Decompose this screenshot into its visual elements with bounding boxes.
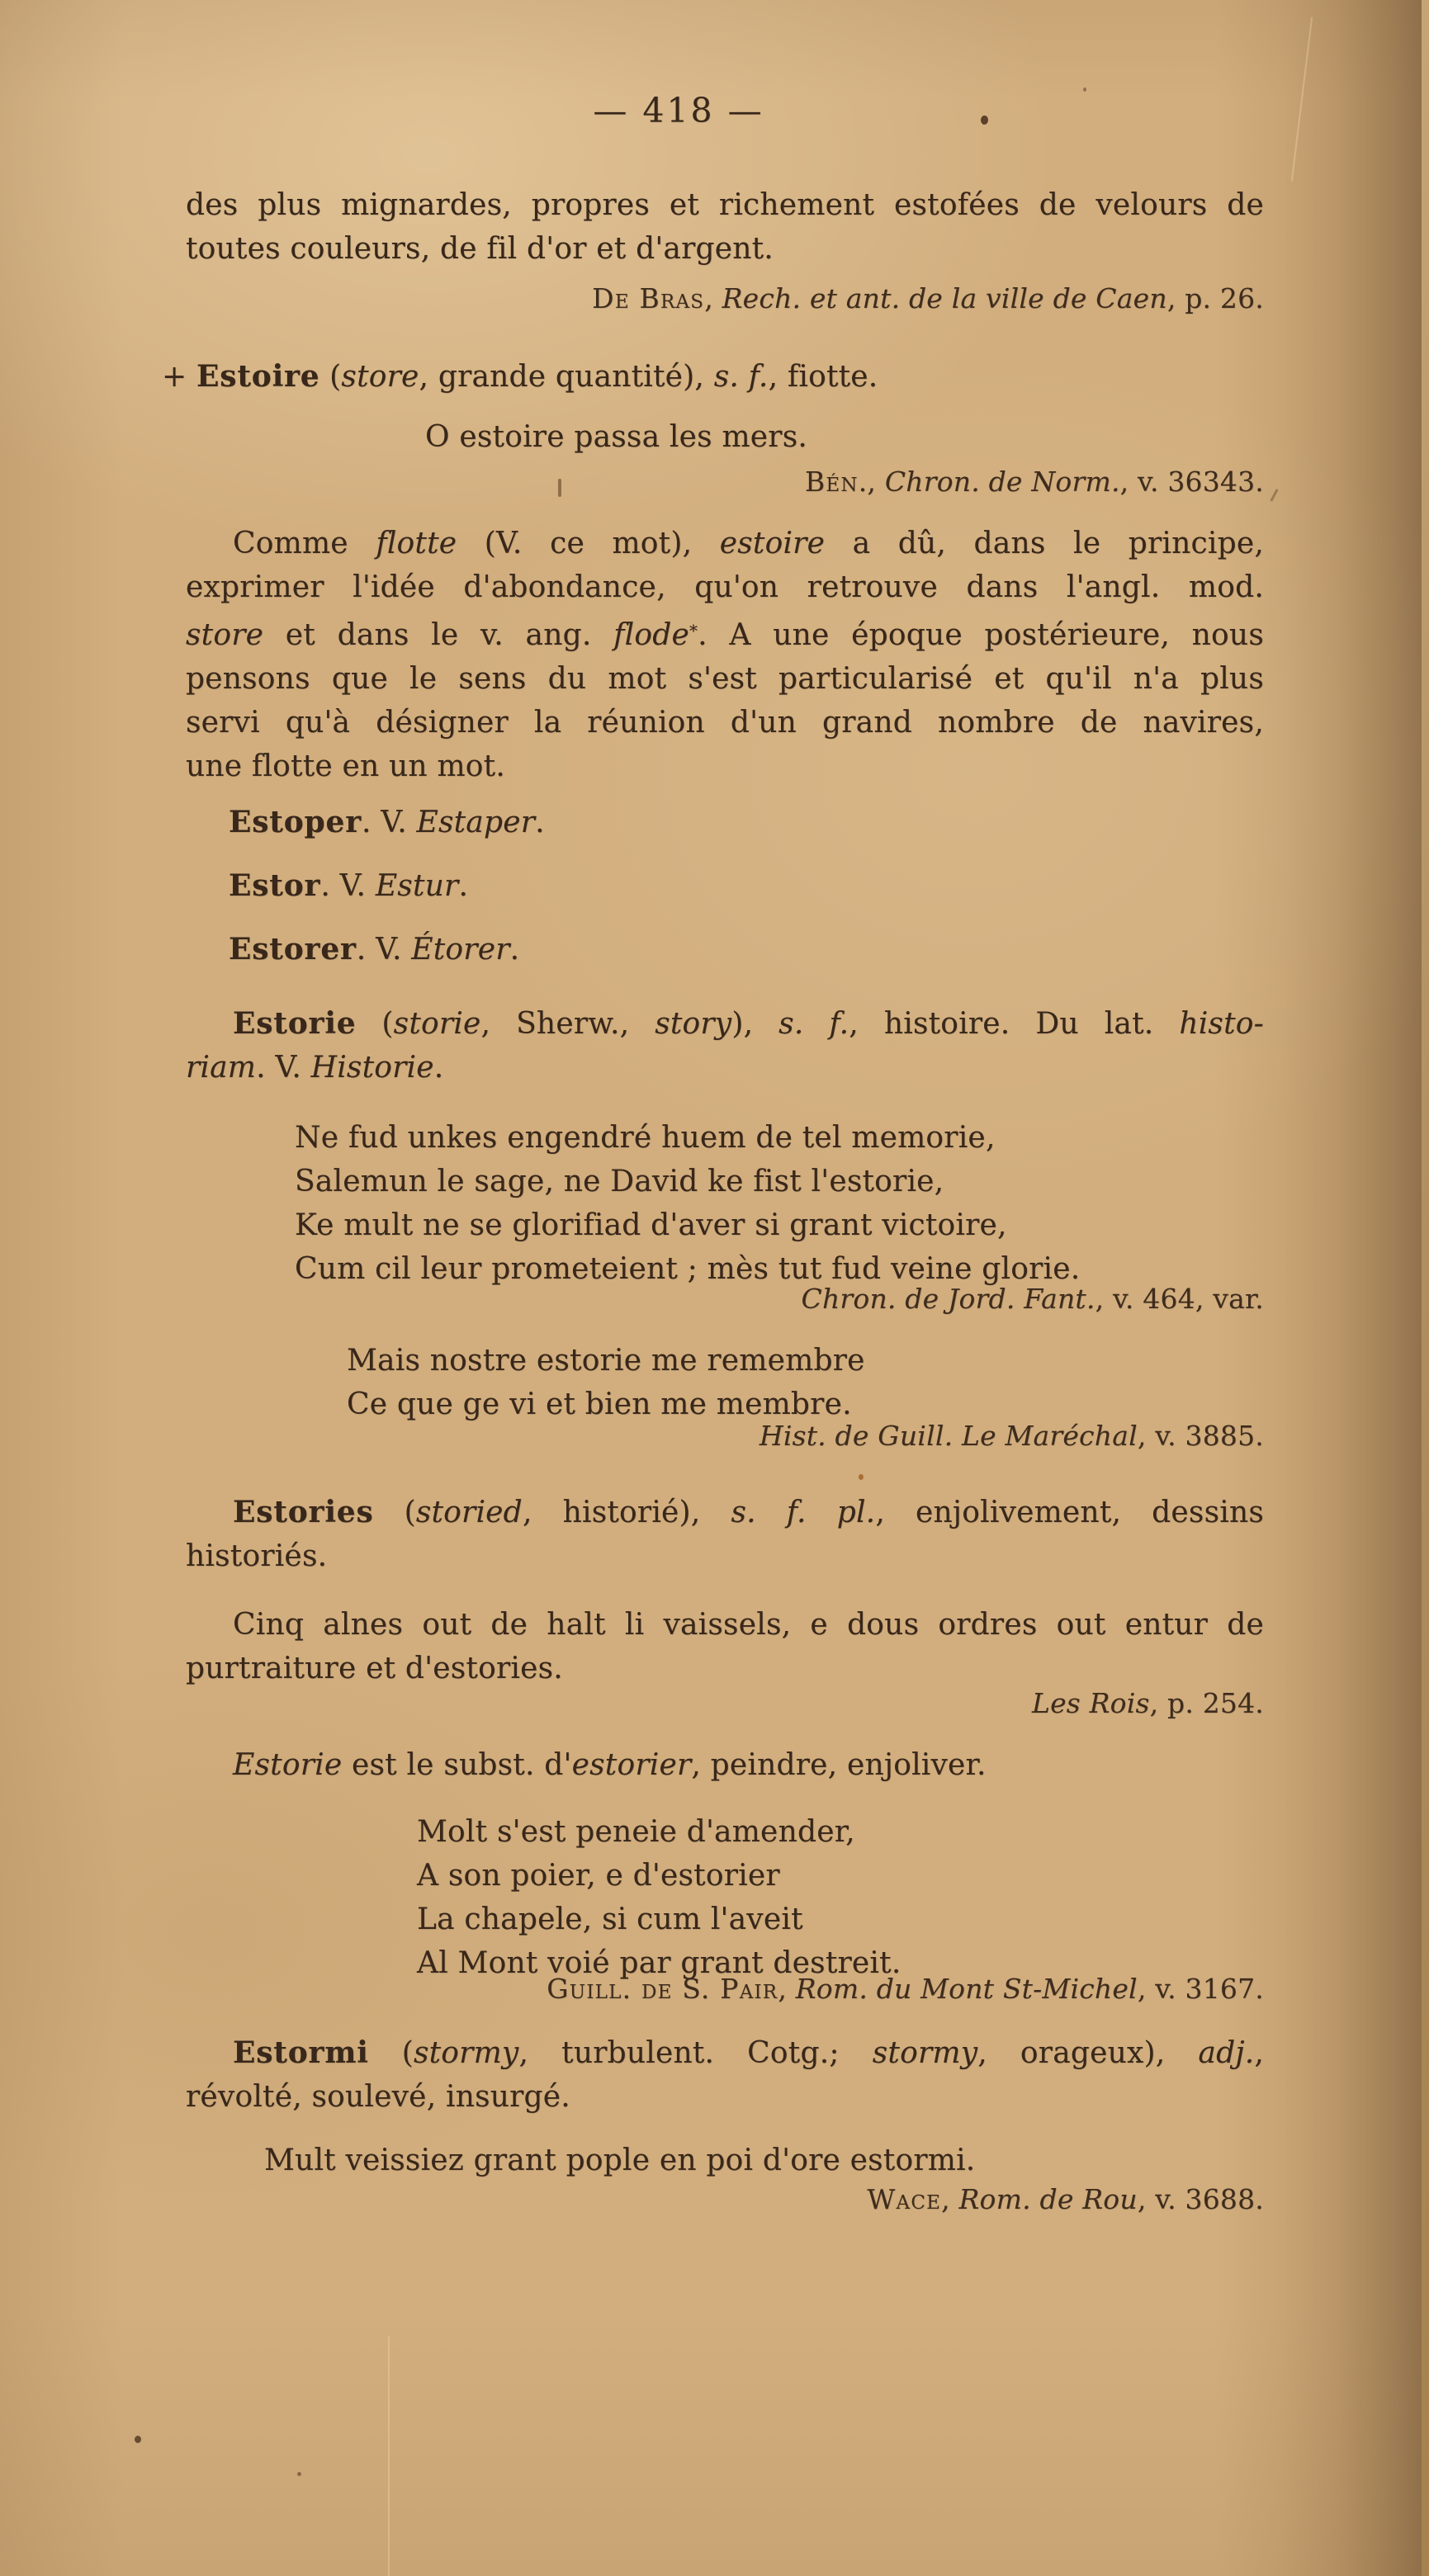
entry-estorie <box>186 1002 1264 1089</box>
verse-molt <box>417 1810 901 1985</box>
verse-ne-fud <box>295 1116 1080 1291</box>
text-run: Chron. de Norm. <box>884 466 1120 498</box>
paragraph-intro <box>186 183 1264 271</box>
text-line <box>417 1854 901 1898</box>
text-run: Estaper <box>416 806 536 839</box>
text-run: estorier <box>571 1748 692 1782</box>
citation-les-rois <box>186 1684 1264 1723</box>
text-line <box>186 2075 1264 2119</box>
text-run: store <box>186 617 264 652</box>
text-line <box>186 1603 1264 1647</box>
text-run: histo- <box>1179 1007 1265 1041</box>
text-run: des plus mignardes, propres et richement estofées de velours de <box>186 188 1264 222</box>
text-run: , peindre, enjoliver. <box>691 1748 987 1782</box>
text-line <box>186 1046 1264 1089</box>
text-line <box>186 701 1264 744</box>
text-run: store <box>341 360 419 394</box>
text-run: . V. <box>356 933 412 967</box>
text-line <box>186 183 1264 227</box>
text-line <box>417 1810 901 1854</box>
text-run: . <box>509 933 520 967</box>
text-run: Estormi <box>233 2035 369 2070</box>
text-line <box>186 657 1264 701</box>
text-run: Hist. de Guill. Le Maréchal <box>759 1420 1138 1452</box>
text-line <box>186 1002 1264 1046</box>
ink-tick-mark <box>558 479 561 497</box>
text-run: Les Rois <box>1031 1687 1150 1719</box>
text-line <box>186 609 1264 657</box>
text-run: — 418 — <box>593 91 764 130</box>
text-run: Estoper <box>229 805 362 839</box>
paper-crease <box>388 2336 390 2576</box>
text-run: , fiotte. <box>768 360 878 394</box>
citation-ben <box>186 462 1264 502</box>
text-run: riam <box>186 1051 257 1085</box>
paper-crease <box>1291 17 1313 182</box>
text-run: Étorer <box>411 933 510 967</box>
quote-o-estoire <box>425 415 807 459</box>
text-run: Molt s'est peneie d'amender, <box>417 1815 855 1849</box>
text-line <box>295 1203 1080 1247</box>
text-run: Salemun le sage, ne David ke fist l'estorie, <box>295 1165 944 1198</box>
text-line <box>186 522 1264 565</box>
ink-tick-mark <box>1270 489 1278 502</box>
text-run: . V. <box>256 1051 311 1085</box>
text-run: s. f. pl. <box>731 1496 876 1529</box>
citation-guill-de-s-pair <box>186 1969 1264 2009</box>
entry-estor <box>229 864 468 908</box>
text-run: purtraiture et d'estories. <box>186 1652 563 1685</box>
text-run: Estorer <box>229 932 357 967</box>
entry-estories <box>186 1491 1264 1578</box>
text-run: a dû, dans le principe, <box>825 527 1264 560</box>
text-run: story <box>655 1007 732 1041</box>
text-run: La chapele, si cum l'aveit <box>417 1902 803 1936</box>
text-run: , v. 3885. <box>1137 1420 1264 1452</box>
text-run: Estorie <box>233 1748 343 1782</box>
text-run: Rom. du Mont St-Michel <box>795 1973 1138 2005</box>
quote-mult-veissiez <box>264 2139 975 2182</box>
text-run: flotte <box>376 527 457 560</box>
verse-mais-nostre <box>347 1339 865 1426</box>
text-run: . <box>535 806 545 839</box>
text-run: une flotte en un mot. <box>186 749 505 783</box>
text-run: (V. ce mot), <box>457 527 720 560</box>
ink-speck <box>1083 87 1086 92</box>
text-run: flode <box>613 617 690 652</box>
text-run: . A une époque postérieure, nous <box>698 617 1264 652</box>
ink-speck <box>135 2436 141 2443</box>
text-run: servi qu'à désigner la réunion d'un grand nombre de navires, <box>186 705 1264 740</box>
text-run: Cinq alnes out de halt li vaissels, e dous ordres out entur de <box>233 1608 1264 1642</box>
text-run: O estoire passa les mers. <box>425 420 808 454</box>
text-run: Estoire <box>196 359 320 394</box>
citation-jord-fant <box>186 1279 1264 1319</box>
text-run: ( <box>356 1007 394 1041</box>
page-number <box>593 89 764 133</box>
text-run: Cum cil leur prometeient ; mès tut fud veine glorie. <box>295 1252 1081 1286</box>
ink-dot <box>981 116 988 125</box>
text-run: pensons que le sens du mot s'est particularisé et qu'il n'a plus <box>186 661 1264 696</box>
text-run: s. f. <box>713 360 769 394</box>
ink-speck <box>297 2472 301 2476</box>
citation-wace <box>186 2180 1264 2219</box>
entry-estoire <box>162 355 878 399</box>
text-line <box>186 1491 1264 1534</box>
text-run: , p. 254. <box>1149 1687 1264 1719</box>
text-run: , Sherw., <box>480 1007 655 1041</box>
entry-estorer <box>229 928 519 971</box>
ink-speck <box>859 1474 864 1480</box>
text-run: A son poier, e d'estorier <box>417 1859 780 1893</box>
text-run: , histoire. Du lat. <box>849 1007 1180 1041</box>
text-run: Chron. de Jord. Fant. <box>801 1283 1095 1315</box>
text-run: Ne fud unkes engendré huem de tel memorie, <box>295 1121 996 1155</box>
text-run: Estur <box>375 869 459 903</box>
text-run: Comme <box>233 527 376 560</box>
text-run: Estorie <box>233 1006 357 1041</box>
text-run: , v. 3688. <box>1137 2183 1264 2215</box>
text-run: exprimer l'idée d'abondance, qu'on retrouve dans l'angl. mod. <box>186 570 1264 604</box>
text-run: , v. 464, var. <box>1095 1283 1264 1315</box>
text-run: , p. 26. <box>1166 282 1264 314</box>
text-line <box>347 1339 865 1383</box>
text-run: + <box>162 360 197 394</box>
text-run: et dans le v. ang. <box>263 617 614 652</box>
paragraph-estorie-subst <box>186 1743 1264 1787</box>
text-run: stormy <box>413 2036 519 2070</box>
text-run: . V. <box>320 869 376 903</box>
text-run: Estor <box>229 868 321 903</box>
text-run: Rech. et ant. de la ville de Caen <box>722 282 1167 314</box>
text-run: Wace <box>867 2183 942 2215</box>
text-run: , <box>941 2183 959 2215</box>
text-run: adj. <box>1198 2036 1255 2070</box>
text-run: Mais nostre estorie me remembre <box>347 1344 865 1378</box>
text-run: révolté, soulevé, insurgé. <box>186 2080 570 2114</box>
text-run: historiés. <box>186 1539 328 1573</box>
paragraph-comme-flotte <box>186 522 1264 788</box>
text-run: ., <box>858 466 885 498</box>
text-run: , turbulent. Cotg.; <box>518 2036 873 2070</box>
text-run: stormy <box>872 2036 978 2070</box>
text-run: ( <box>373 1496 416 1529</box>
text-run: , <box>704 282 722 314</box>
text-run: , <box>1254 2036 1264 2070</box>
text-line <box>295 1160 1080 1203</box>
text-run: De Bras <box>592 282 705 314</box>
text-run: Bén <box>804 466 859 498</box>
text-run: ( <box>319 360 342 394</box>
quote-cinq-alnes <box>186 1603 1264 1690</box>
text-run: , grande quantité), <box>419 360 714 394</box>
text-run: estoire <box>719 527 826 560</box>
text-run: toutes couleurs, de fil d'or et d'argent. <box>186 232 774 266</box>
entry-estoper <box>229 801 545 844</box>
text-line <box>186 227 1264 271</box>
text-run: storied <box>415 1496 523 1529</box>
text-run: , <box>778 1973 796 2005</box>
text-run: est le subst. d' <box>342 1748 572 1782</box>
text-line <box>186 744 1264 788</box>
text-run: s. f. <box>778 1007 849 1041</box>
text-run: . V. <box>362 806 417 839</box>
citation-de-bras <box>186 279 1264 319</box>
text-line <box>295 1116 1080 1160</box>
text-line <box>186 1534 1264 1578</box>
entry-estormi <box>186 2031 1264 2119</box>
text-run: storie <box>393 1007 481 1041</box>
text-run: ), <box>731 1007 779 1041</box>
text-run: Ce que ge vi et bien me membre. <box>347 1387 852 1421</box>
text-line <box>186 565 1264 609</box>
text-run: Mult veissiez grant pople en poi d'ore estormi. <box>264 2144 976 2177</box>
citation-hist-guill <box>186 1416 1264 1456</box>
text-line <box>417 1898 901 1941</box>
text-run: ( <box>368 2036 414 2070</box>
text-run: Guill. de S. Pair <box>547 1973 778 2005</box>
text-run: . <box>458 869 469 903</box>
text-run: , v. 36343. <box>1119 466 1264 498</box>
text-run: Estories <box>233 1495 374 1529</box>
text-run: , historié), <box>522 1496 731 1529</box>
text-run: , orageux), <box>977 2036 1199 2070</box>
text-run: , enjolivement, dessins <box>875 1496 1265 1529</box>
text-run: Historie <box>310 1051 434 1085</box>
text-run: Al Mont voié par grant destreit. <box>417 1946 901 1980</box>
text-run: * <box>689 622 698 640</box>
text-line <box>186 2031 1264 2075</box>
text-run: , v. 3167. <box>1137 1973 1264 2005</box>
text-run: . <box>433 1051 444 1085</box>
text-run: Rom. de Rou <box>958 2183 1138 2215</box>
text-run: Ke mult ne se glorifiad d'aver si grant victoire, <box>295 1208 1007 1242</box>
